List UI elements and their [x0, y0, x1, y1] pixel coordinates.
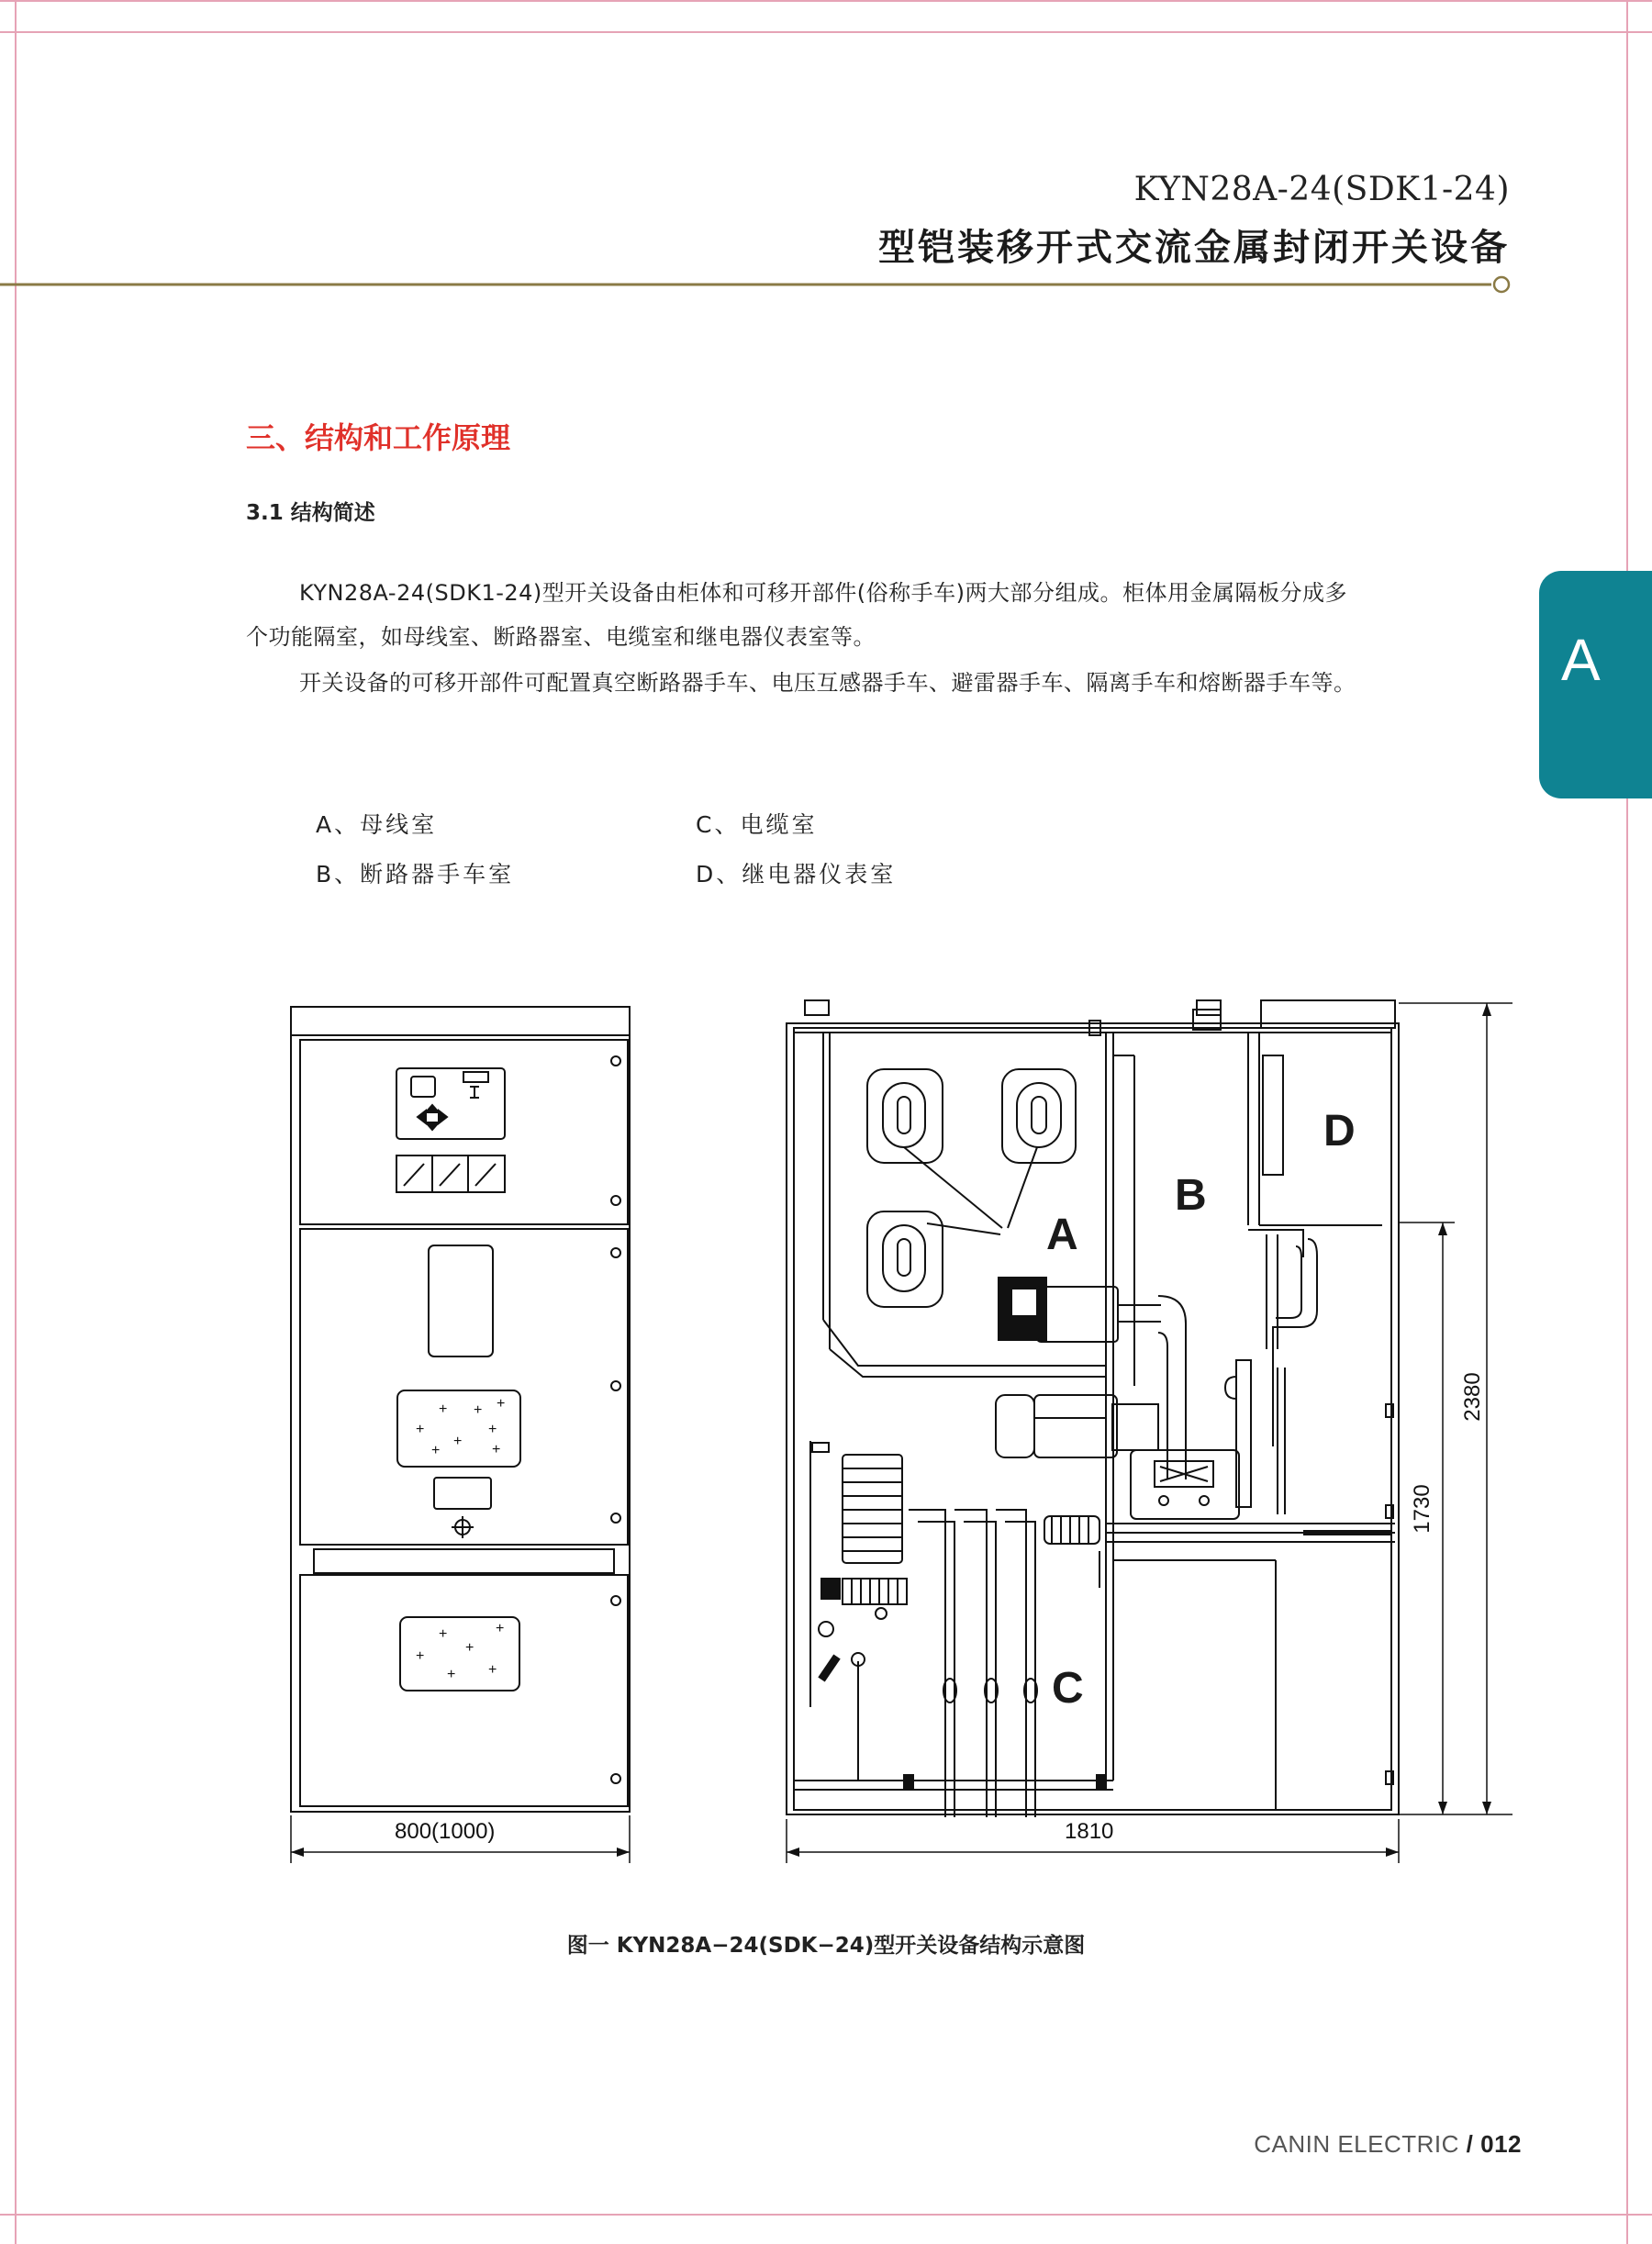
- height-total-dimension: 2380: [1460, 1372, 1485, 1422]
- crop-mark: [15, 0, 17, 2244]
- chapter-tab: [1539, 571, 1652, 798]
- crop-mark: [1626, 0, 1628, 2244]
- svg-text:+: +: [474, 1402, 483, 1418]
- subsection-title: 3.1 结构简述: [246, 501, 375, 525]
- compartment-label-a: A: [1046, 1211, 1078, 1259]
- header-model: KYN28A-24(SDK1-24): [1133, 171, 1510, 208]
- svg-text:+: +: [439, 1401, 448, 1417]
- front-width-dimension: 800(1000): [395, 1819, 496, 1844]
- compartment-label-d: D: [1323, 1107, 1356, 1155]
- svg-text:+: +: [465, 1640, 474, 1656]
- figure-caption: 图一 KYN28A−24(SDK−24)型开关设备结构示意图: [566, 1934, 1086, 1958]
- svg-text:+: +: [496, 1621, 505, 1636]
- legend-item-b: B、断路器手车室: [316, 861, 515, 888]
- svg-text:+: +: [488, 1662, 497, 1678]
- compartment-label-c: C: [1052, 1664, 1084, 1713]
- paragraph-line: 个功能隔室，如母线室、断路器室、电缆室和继电器仪表室等。: [246, 624, 876, 650]
- footer-brand-name: CANIN ELECTRIC: [1254, 2130, 1459, 2158]
- legend-item-a: A、母线室: [316, 811, 438, 838]
- svg-text:+: +: [431, 1443, 441, 1458]
- compartment-label-b: B: [1175, 1171, 1207, 1220]
- height-lower-dimension: 1730: [1410, 1484, 1434, 1534]
- crop-mark: [0, 2214, 1652, 2216]
- svg-text:+: +: [488, 1422, 497, 1437]
- side-section-drawing: [771, 987, 1524, 1868]
- chapter-tab-label: A: [1561, 627, 1601, 693]
- footer-brand: [1254, 2130, 1522, 2159]
- svg-text:+: +: [492, 1442, 501, 1457]
- paragraph-line: KYN28A-24(SDK1-24)型开关设备由柜体和可移开部件(俗称手车)两大部分组成。柜体用金属隔板分成多: [299, 580, 1347, 606]
- svg-text:+: +: [416, 1422, 425, 1437]
- svg-text:+: +: [453, 1434, 463, 1449]
- page-number: 012: [1480, 2130, 1522, 2158]
- front-view-drawing: [275, 996, 642, 1868]
- legend-item-d: D、继电器仪表室: [696, 861, 897, 888]
- header-product-name: 型铠装移开式交流金属封闭开关设备: [878, 227, 1510, 269]
- svg-text:+: +: [447, 1667, 456, 1682]
- svg-text:+: +: [497, 1396, 506, 1412]
- section-title: 三、结构和工作原理: [246, 420, 511, 455]
- crop-mark: [0, 31, 1652, 33]
- footer-separator: /: [1466, 2130, 1474, 2158]
- crop-mark: [0, 0, 1652, 2]
- svg-text:+: +: [439, 1626, 448, 1642]
- paragraph-line: 开关设备的可移开部件可配置真空断路器手车、电压互感器手车、避雷器手车、隔离手车和熔断器手车等。: [299, 670, 1356, 696]
- side-depth-dimension: 1810: [1065, 1819, 1114, 1844]
- header-rule: [0, 275, 1524, 294]
- svg-text:+: +: [416, 1648, 425, 1664]
- legend-item-c: C、电缆室: [696, 811, 818, 838]
